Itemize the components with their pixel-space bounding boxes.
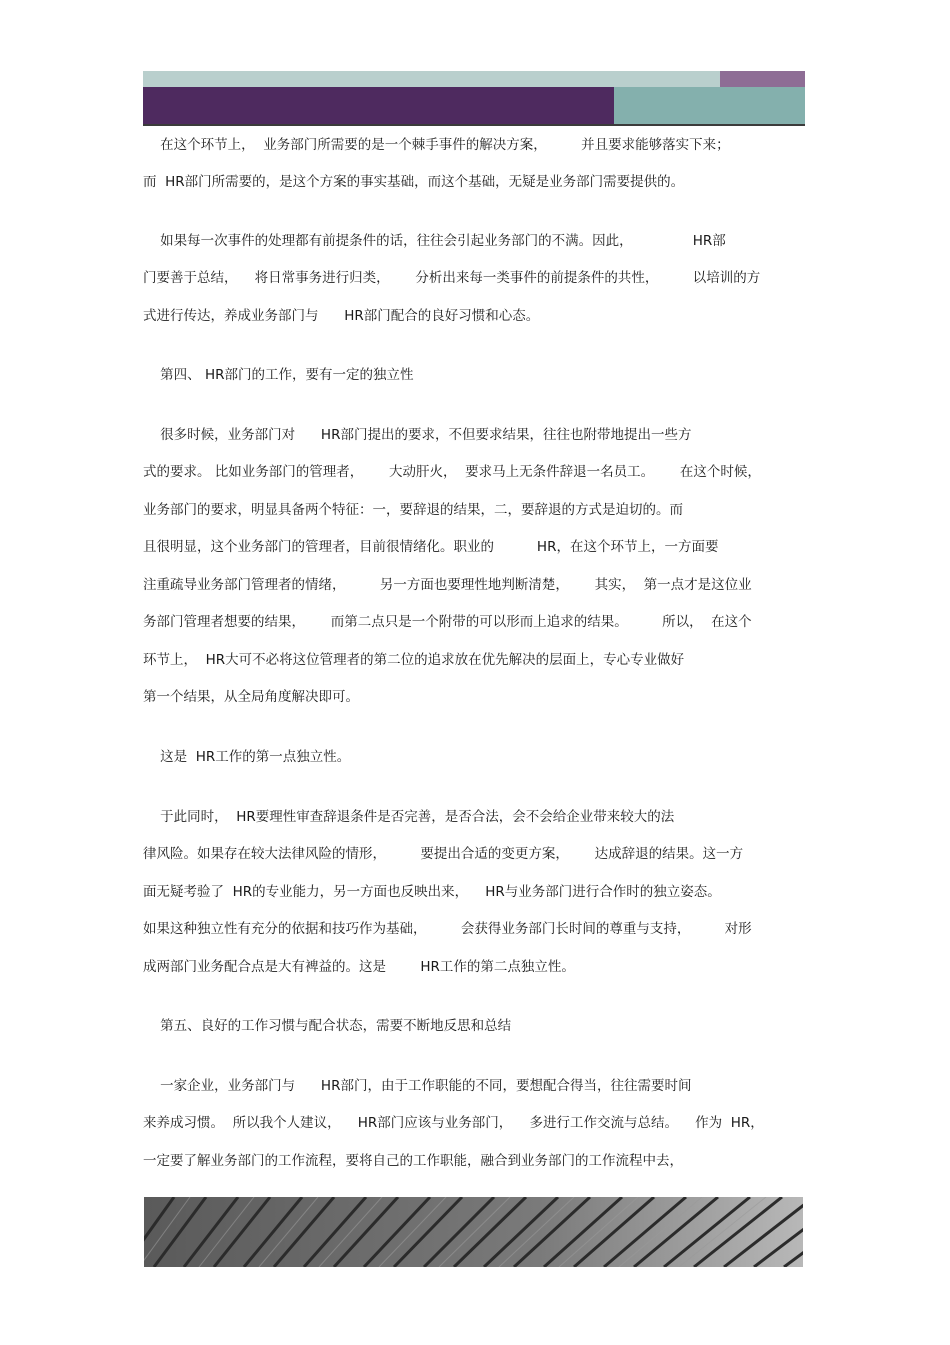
text-line: 第一个结果，从全局角度解决即可。 <box>143 689 359 705</box>
text-line: 一家企业，业务部门与 HR部门，由于工作职能的不同，要想配合得当，往往需要时间 <box>143 1078 692 1094</box>
boardwalk-photo <box>144 1197 803 1267</box>
header-strip-mauve <box>720 71 805 87</box>
text-line: 环节上， HR大可不必将这位管理者的第二位的追求放在优先解决的层面上，专心专业做好 <box>143 652 685 668</box>
text-line: 如果每一次事件的处理都有前提条件的话，往往会引起业务部门的不满。因此， HR部 <box>143 233 726 249</box>
text-line: 面无疑考验了 HR的专业能力，另一方面也反映出来， HR与业务部门进行合作时的独立姿态。 <box>143 884 721 900</box>
text-line: 务部门管理者想要的结果， 而第二点只是一个附带的可以形而上追求的结果。 所以， 在这个 <box>143 614 752 630</box>
text-line: 式进行传达，养成业务部门与 HR部门配合的良好习惯和心态。 <box>143 308 540 324</box>
header-banner <box>143 71 805 127</box>
text-line: 门要善于总结， 将日常事务进行归类， 分析出来每一类事件的前提条件的共性， 以培训的方 <box>143 270 761 286</box>
boardwalk-image <box>144 1197 803 1267</box>
section-heading: 第五、良好的工作习惯与配合状态，需要不断地反思和总结 <box>143 1018 512 1034</box>
header-strip-light <box>143 71 720 87</box>
text-line: 而 HR部门所需要的，是这个方案的事实基础，而这个基础，无疑是业务部门需要提供的。 <box>143 174 685 190</box>
text-line: 业务部门的要求，明显具备两个特征：一，要辞退的结果，二，要辞退的方式是迫切的。而 <box>143 502 683 518</box>
text-line: 注重疏导业务部门管理者的情绪， 另一方面也要理性地判断清楚， 其实， 第一点才是这位业 <box>143 577 752 593</box>
text-line: 很多时候，业务部门对 HR部门提出的要求，不但要求结果，往往也附带地提出一些方 <box>143 427 692 443</box>
text-line: 一定要了解业务部门的工作流程，要将自己的工作职能，融合到业务部门的工作流程中去， <box>143 1153 683 1169</box>
text-line: 这是 HR工作的第一点独立性。 <box>143 749 351 765</box>
text-line: 律风险。如果存在较大法律风险的情形， 要提出合适的变更方案， 达成辞退的结果。这一方 <box>143 846 744 862</box>
header-rule <box>143 124 805 126</box>
text-line: 如果这种独立性有充分的依据和技巧作为基础， 会获得业务部门长时间的尊重与支持， 对形 <box>143 921 752 937</box>
text-line: 于此同时， HR要理性审查辞退条件是否完善，是否合法，会不会给企业带来较大的法 <box>143 809 675 825</box>
text-line: 式的要求。 比如业务部门的管理者， 大动肝火， 要求马上无条件辞退一名员工。 在这个时候， <box>143 464 761 480</box>
text-line: 成两部门业务配合点是大有裨益的。这是 HR工作的第二点独立性。 <box>143 959 575 975</box>
text-line: 来养成习惯。 所以我个人建议， HR部门应该与业务部门， 多进行工作交流与总结。 作为 HR， <box>143 1115 764 1131</box>
text-line: 在这个环节上， 业务部门所需要的是一个棘手事件的解决方案， 并且要求能够落实下来； <box>143 137 730 153</box>
text-line: 且很明显，这个业务部门的管理者，目前很情绪化。职业的 HR，在这个环节上，一方面要 <box>143 539 719 555</box>
section-heading: 第四、 HR部门的工作，要有一定的独立性 <box>143 367 414 383</box>
header-block-teal <box>614 87 805 124</box>
header-block-purple <box>143 87 614 124</box>
